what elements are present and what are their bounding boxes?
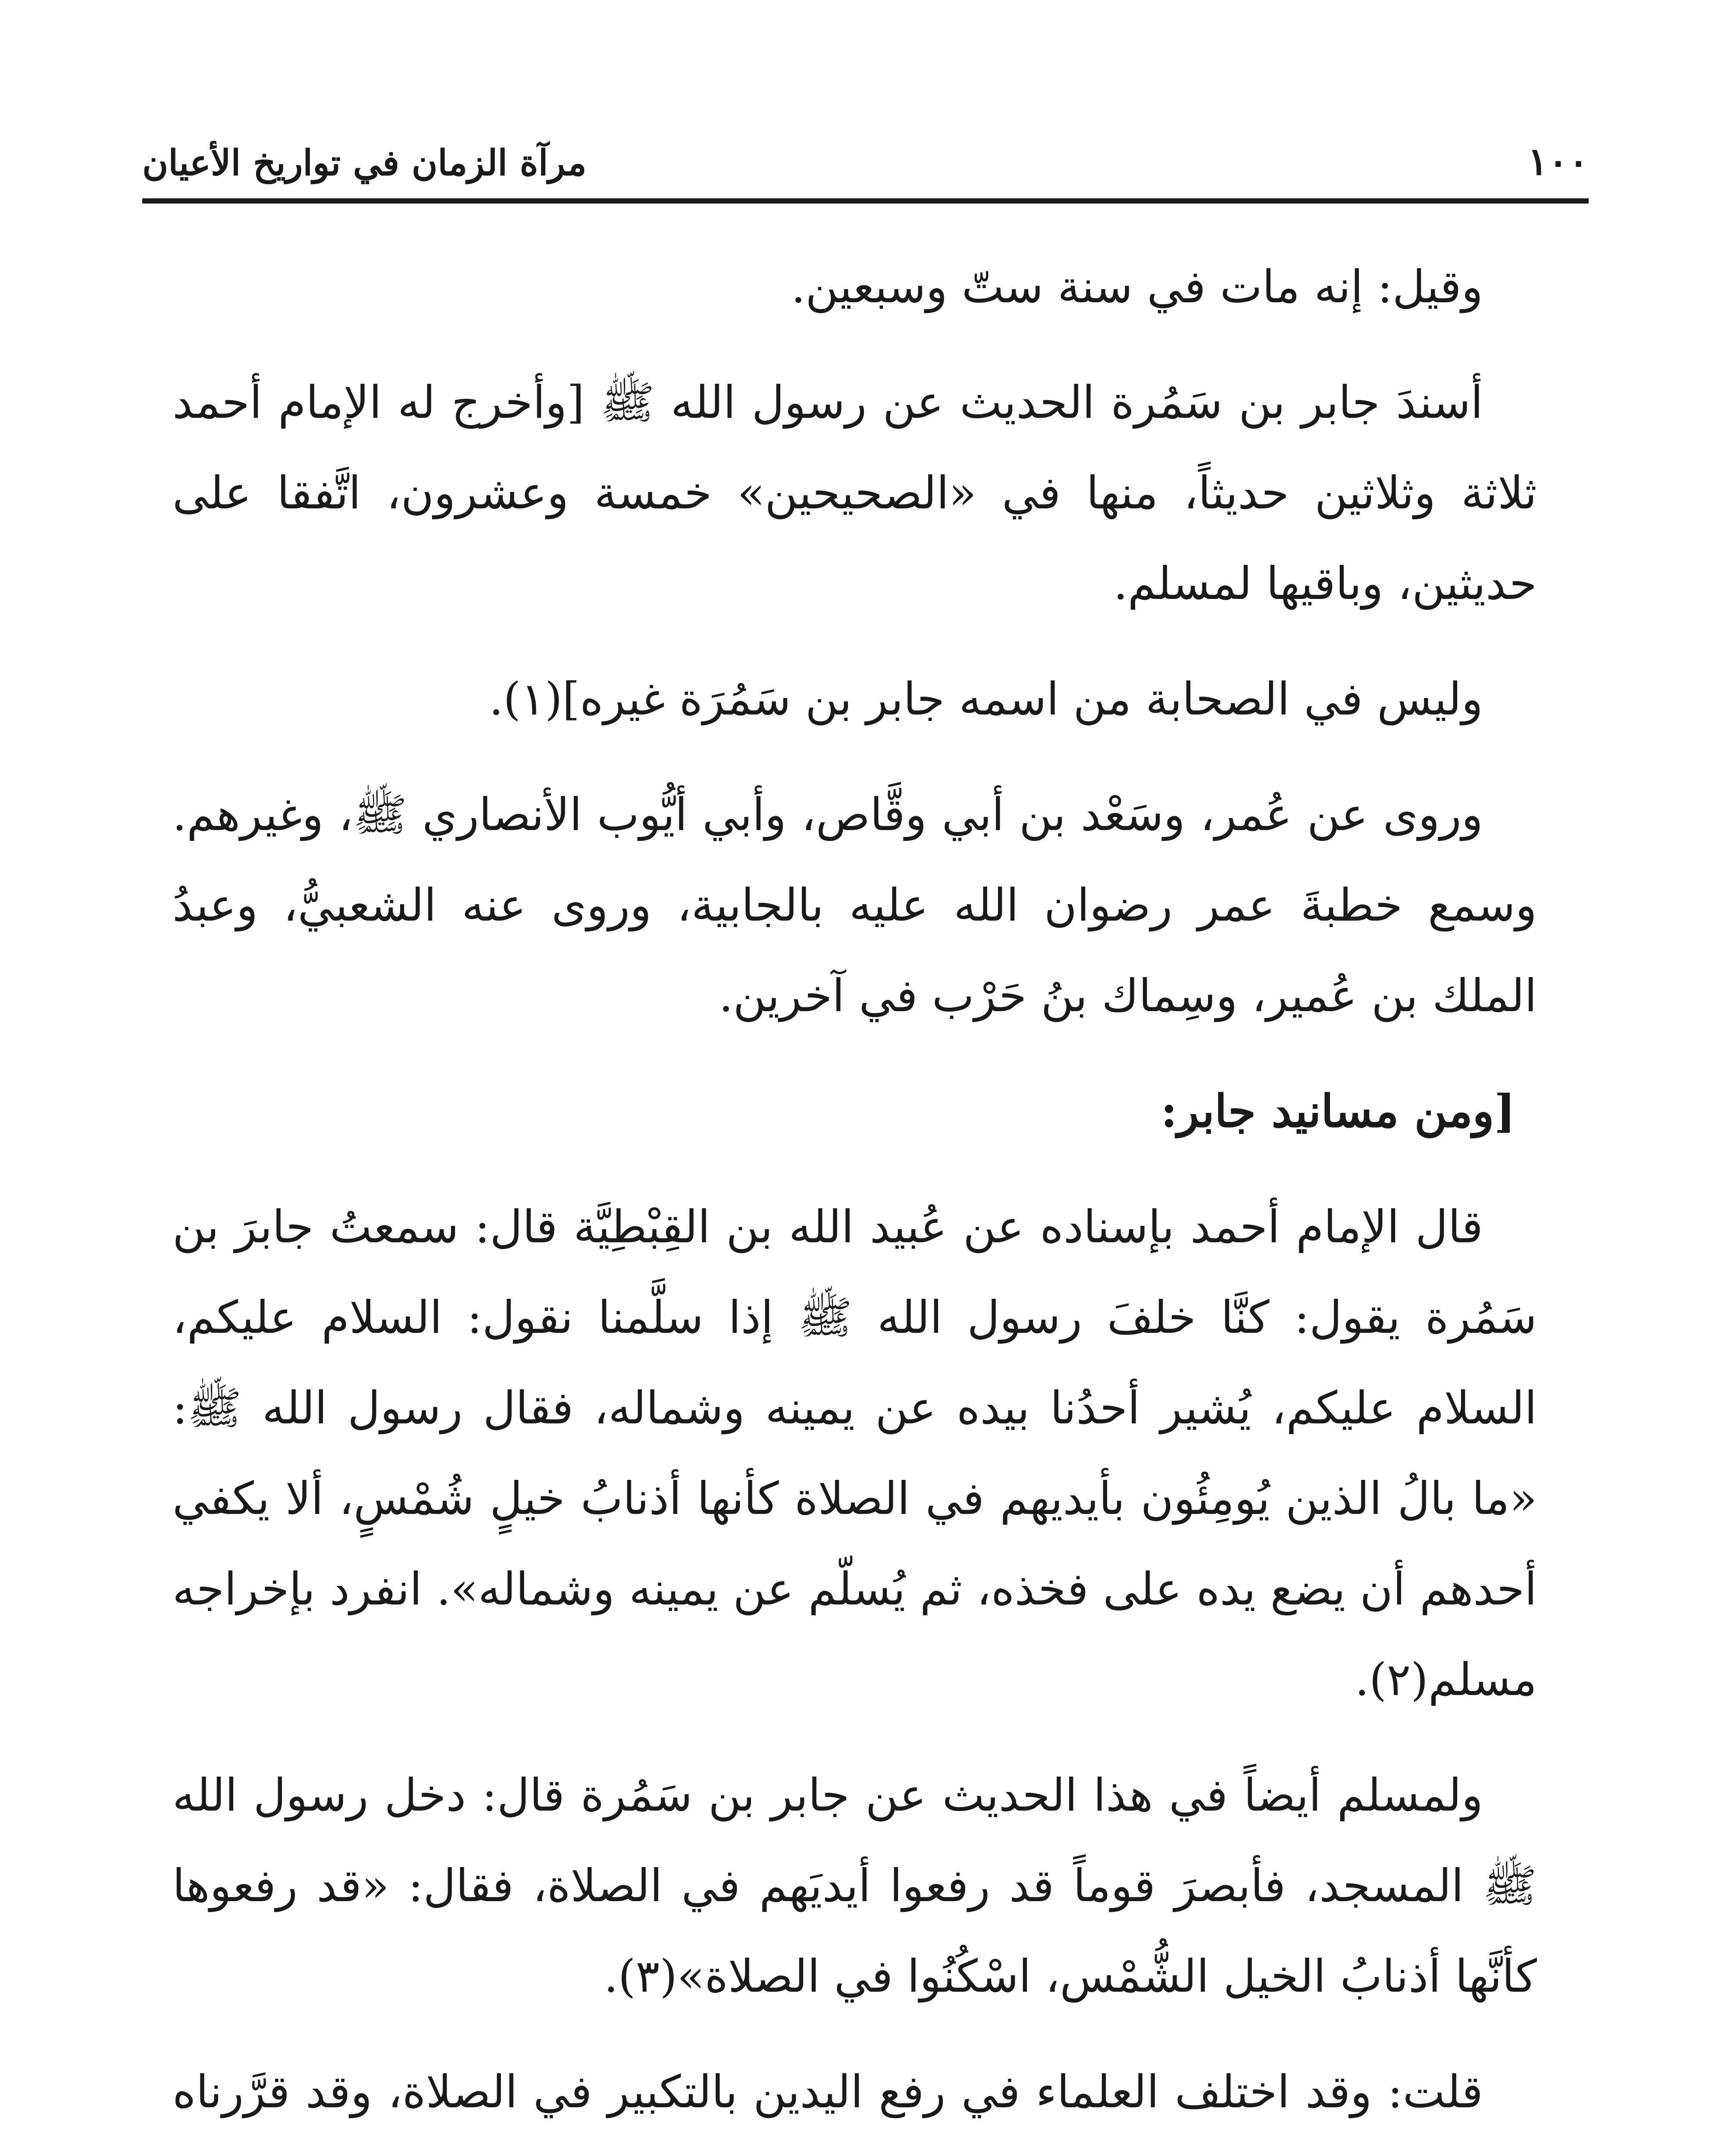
running-header (142, 129, 1589, 194)
section-heading: [ومن مسانيد جابر: (1161, 1084, 1515, 1138)
paragraph-hadith-muslim: ولمسلم أيضاً في هذا الحديث عن جابر بن سَمُرة قال: دخل رسول الله ﷺ المسجد، فأبصرَ قوماً قد رفعوا أيديَهم في الصلاة، فقال: «قد رفعوها كأنَّها أذنابُ الخيل الشُّمْس، اسْكُنُوا في الصلاة»(٣). (172, 1769, 1537, 2002)
paragraph-narrators: وروى عن عُمر، وسَعْد بن أبي وقَّاص، وأبي أيُّوب الأنصاري ﷺ، وغيرهم. وسمع خطبةَ عمر رضوان الله عليه بالجابية، وروى عنه الشعبيُّ، وعبدُ الملك بن عُمير، وسِماك بنُ حَرْب في آخرين. (172, 788, 1537, 1022)
paragraph-hadith-count: أسندَ جابر بن سَمُرة الحديث عن رسول الله ﷺ [وأخرج له الإمام أحمد ثلاثة وثلاثين حديثاً، منها في «الصحيحين» خمسة وعشرون، اتَّفقا على حديثين، وباقيها لمسلم. (172, 376, 1537, 610)
paragraph-author-note: قلت: وقد اختلف العلماء في رفع اليدين بالتكبير في الصلاة، وقد قرَّرناه (172, 2065, 1483, 2118)
page-number: ١٠٠ (1527, 139, 1589, 184)
paragraph-death-year: وقيل: إنه مات في سنة ستّ وسبعين. (791, 260, 1483, 313)
paragraph-unique-name: وليس في الصحابة من اسمه جابر بن سَمُرَة غيره](١). (489, 673, 1483, 725)
paragraph-hadith-ahmad: قال الإمام أحمد بإسناده عن عُبيد الله بن القِبْطِيَّة قال: سمعتُ جابرَ بن سَمُرة يقول: كنَّا خلفَ رسول الله ﷺ إذا سلَّمنا نقول: السلام عليكم، السلام عليكم، يُشير أحدُنا بيده عن يمينه وشماله، فقال رسول الله ﷺ: «ما بالُ الذين يُومِئُون بأيديهم في الصلاة كأنها أذنابُ خيلٍ شُمْسٍ، ألا يكفي أحدهم أن يضع يده على فخذه، ثم يُسلّم عن يمينه وشماله». انفرد بإخراجه مسلم(٢). (172, 1200, 1537, 1706)
main-text (172, 241, 1537, 2156)
book-title: مرآة الزمان في تواريخ الأعيان (142, 142, 587, 184)
header-rule (142, 198, 1589, 204)
